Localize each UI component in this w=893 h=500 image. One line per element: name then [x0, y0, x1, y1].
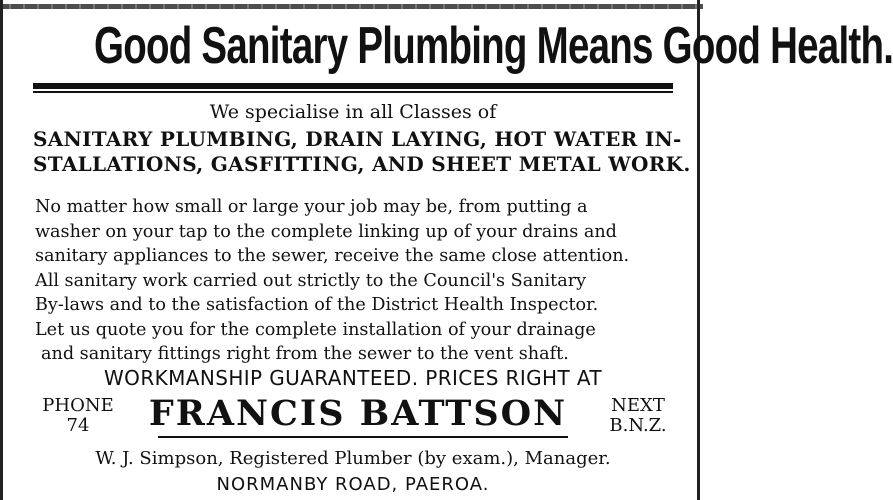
headline-rule-thin	[33, 91, 673, 93]
body-line: and sanitary fittings right from the sewer to the vent shaft.	[41, 344, 569, 364]
top-border	[3, 4, 703, 9]
body-line: washer on your tap to the complete linking up of your drains and	[35, 221, 617, 242]
phone-block	[33, 396, 123, 436]
services-line-2: STALLATIONS, GASFITTING, AND SHEET METAL WORK.	[33, 152, 691, 176]
body-line: No matter how small or large your job may be, from putting a	[35, 197, 588, 217]
services-line-1: SANITARY PLUMBING, DRAIN LAYING, HOT WATER IN-	[33, 127, 682, 151]
body-line: sanitary appliances to the sewer, receive the same close attention.	[35, 246, 630, 266]
body-line: By-laws and to the satisfaction of the District Health Inspector.	[35, 295, 599, 315]
headline-rule-thick	[33, 83, 673, 89]
body-line: All sanitary work carried out strictly to the Council's Sanitary	[35, 270, 587, 291]
services-list	[33, 127, 691, 177]
phone-label: PHONE	[42, 395, 114, 416]
intro-text: We specialise in all Classes of	[209, 101, 497, 123]
body-line: Let us quote you for the complete installation of your drainage	[35, 319, 596, 340]
location-block	[593, 396, 683, 436]
location-value: B.N.Z.	[609, 415, 667, 436]
phone-number: 74	[66, 415, 90, 436]
business-name: FRANCIS BATTSON	[148, 393, 568, 434]
headline: Good Sanitary Plumbing Means Good Health.	[94, 17, 893, 75]
business-name-rule	[158, 436, 568, 438]
location-label: NEXT	[611, 395, 665, 416]
address-line: NORMANBY ROAD, PAEROA.	[216, 474, 490, 495]
manager-line: W. J. Simpson, Registered Plumber (by exam.), Manager.	[95, 448, 611, 469]
guarantee-text: WORKMANSHIP GUARANTEED. PRICES RIGHT AT	[104, 366, 602, 390]
body-paragraph	[35, 195, 675, 367]
